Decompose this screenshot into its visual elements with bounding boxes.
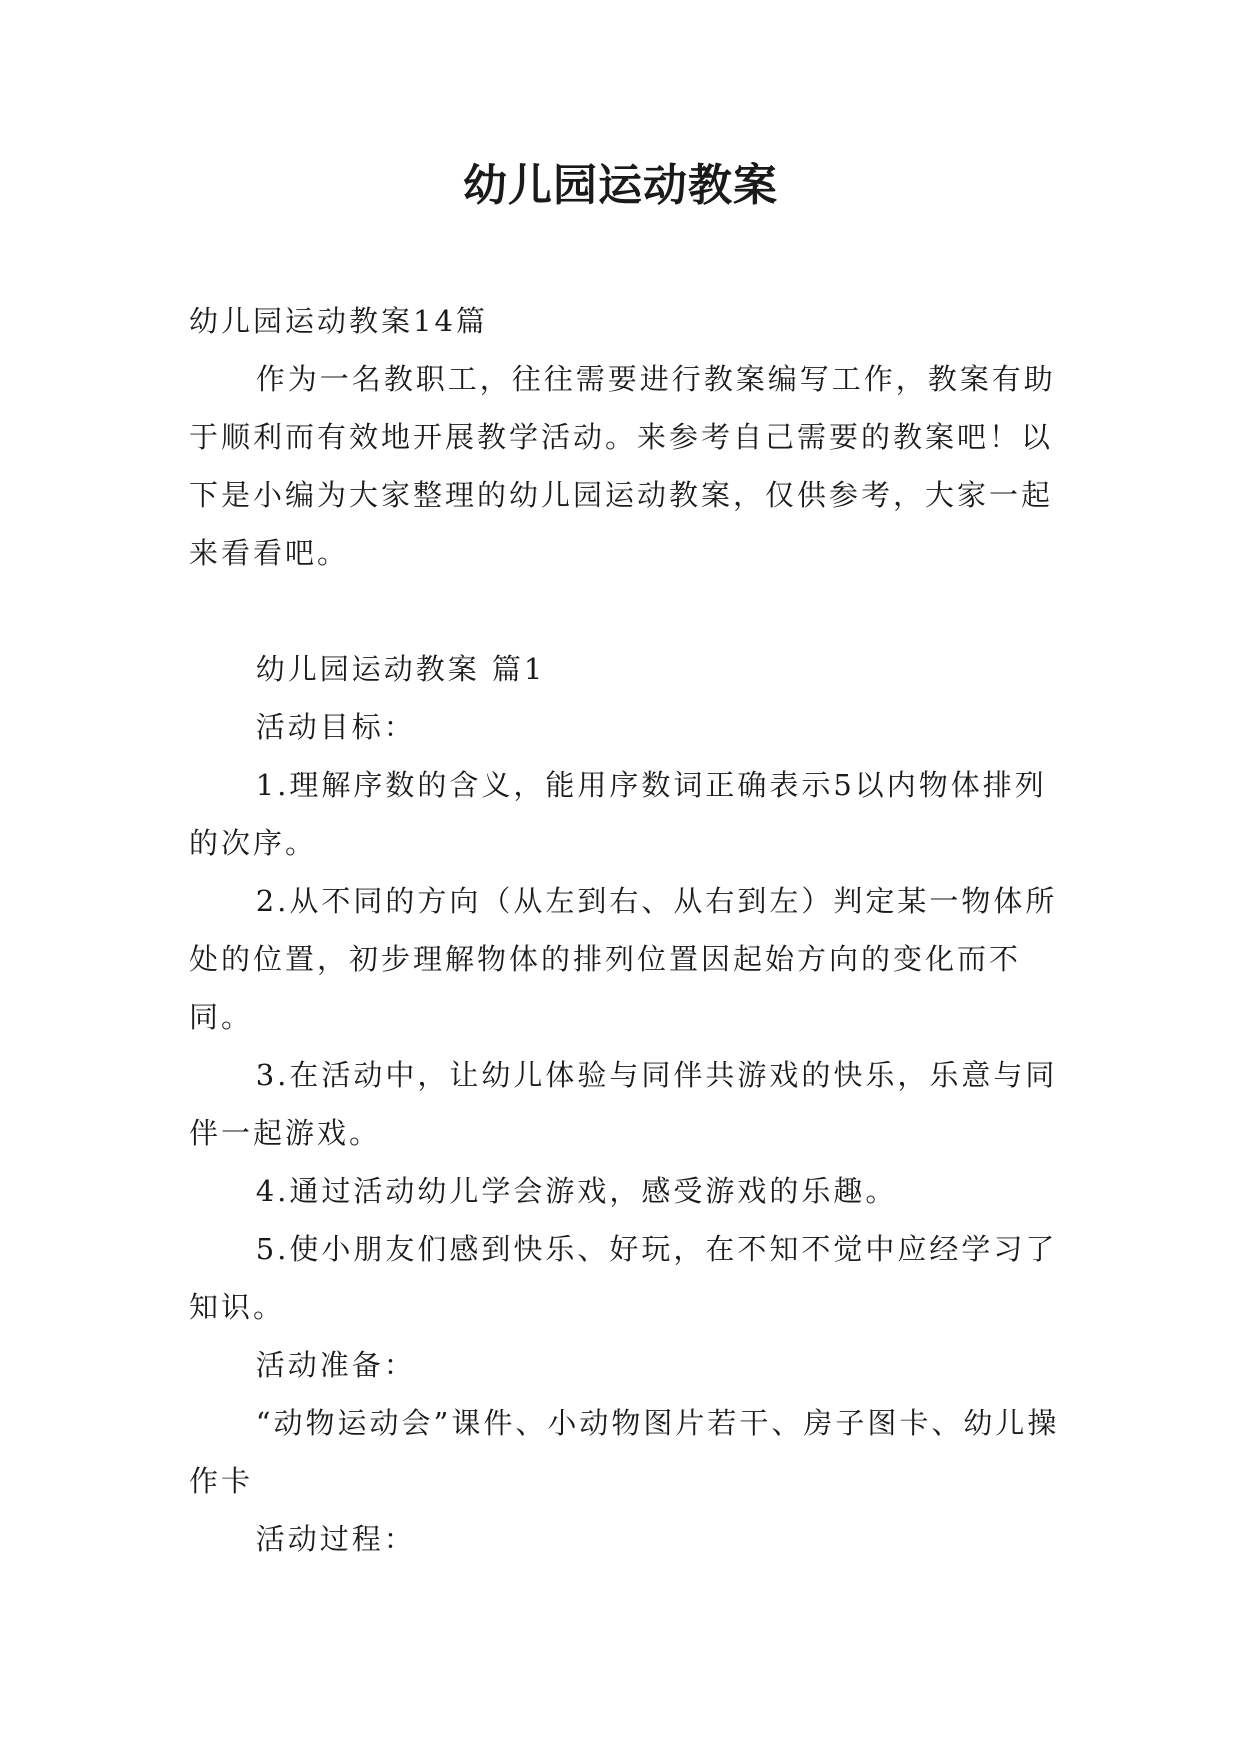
goal-item: 5.使小朋友们感到快乐、好玩，在不知不觉中应经学习了知识。 (189, 1232, 1058, 1324)
prep-text: “动物运动会”课件、小动物图片若干、房子图卡、幼儿操作卡 (189, 1406, 1060, 1498)
document-body (189, 292, 1069, 1568)
goal-item: 4.通过活动幼儿学会游戏，感受游戏的乐趣。 (255, 1174, 898, 1208)
document-subtitle: 幼儿园运动教案14篇 (189, 304, 488, 338)
goal-item: 3.在活动中，让幼儿体验与同伴共游戏的快乐，乐意与同伴一起游戏。 (189, 1058, 1058, 1150)
document-title: 幼儿园运动教案 (463, 160, 778, 211)
intro-paragraph: 作为一名教职工，往往需要进行教案编写工作，教案有助于顺利而有效地开展教学活动。来参考自己需要的教案吧！以下是小编为大家整理的幼儿园运动教案，仅供参考，大家一起来看看吧。 (189, 362, 1056, 570)
section-heading: 幼儿园运动教案 篇1 (255, 652, 546, 686)
prep-heading: 活动准备： (255, 1348, 416, 1382)
process-heading: 活动过程： (255, 1522, 416, 1556)
paragraph-gap (189, 582, 1069, 640)
goals-heading: 活动目标： (255, 710, 416, 744)
goal-item: 1.理解序数的含义，能用序数词正确表示5以内物体排列的次序。 (189, 768, 1047, 860)
goal-item: 2.从不同的方向（从左到右、从右到左）判定某一物体所处的位置，初步理解物体的排列位置因起始方向的变化而不同。 (189, 884, 1058, 1034)
